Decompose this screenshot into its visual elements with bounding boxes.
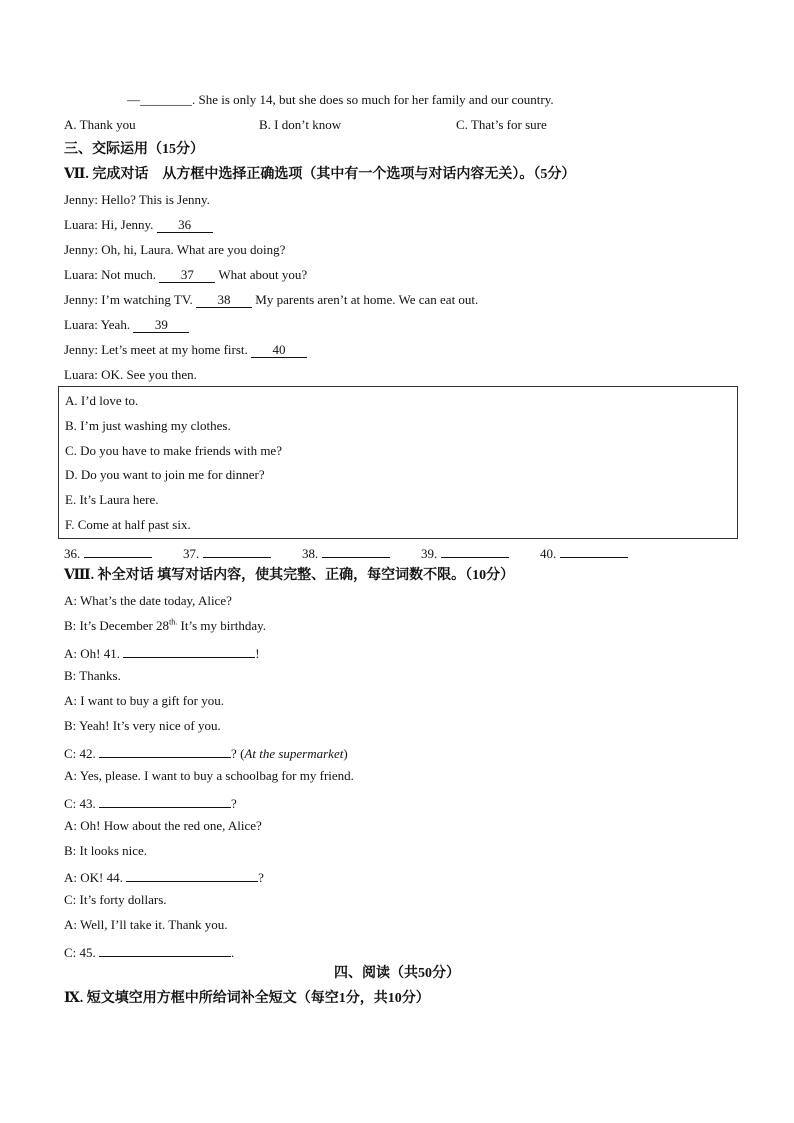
dialogue-line: C: It’s forty dollars. [64,892,167,907]
dialogue-line: A: Yes, please. I want to buy a schoolbag for my friend. [64,768,354,783]
blank-44[interactable] [126,867,258,882]
dialogue-line: Jenny: Hello? This is Jenny. [64,192,210,207]
part-8-title: Ⅷ. 补全对话 填写对话内容，使其完整、正确，每空词数不限。（10分） [64,568,515,583]
dialogue-line: B: Yeah! It’s very nice of you. [64,718,221,733]
dialogue-line: B: It looks nice. [64,843,148,858]
dialogue-line: A: Oh! 41. ! [64,643,260,662]
dialogue-line: C: 43. ? [64,793,237,812]
q35-option-c: C. That’s for sure [456,117,547,132]
dialogue-line: Luara: Not much. 37 What about you? [64,267,308,282]
choice-e: E. It’s Laura here. [65,492,159,507]
dialogue-line: Jenny: Let’s meet at my home first. 40 [64,342,307,358]
part-7-title: Ⅶ. 完成对话 从方框中选择正确选项（其中有一个选项与对话内容无关）。（5分） [64,167,576,182]
dialogue-line: A: OK! 44. ? [64,867,264,886]
dialogue-line: Jenny: I’m watching TV. 38 My parents aren’t at home. We can eat out. [64,292,479,307]
dialogue-line: B: Thanks. [64,668,121,683]
blank-42[interactable] [99,743,231,758]
blank-37[interactable]: 37 [159,268,215,283]
choice-a: A. I’d love to. [65,393,139,408]
dialogue-line: Luara: Yeah. 39 [64,317,189,333]
dialogue-line: Jenny: Oh, hi, Laura. What are you doing? [64,242,286,257]
answer-40[interactable]: 40. [540,543,628,562]
dialogue-line: Luara: OK. See you then. [64,367,197,382]
choices-box [58,386,738,539]
blank-36[interactable]: 36 [157,218,213,233]
choice-b: B. I’m just washing my clothes. [65,418,231,433]
answer-39[interactable]: 39. [421,543,509,562]
section-4-title: 四、阅读（共50分） [334,966,460,981]
q35-option-a: A. Thank you [64,117,136,132]
answer-38[interactable]: 38. [302,543,390,562]
dialogue-line: A: I want to buy a gift for you. [64,693,224,708]
blank-40[interactable]: 40 [251,343,307,358]
dialogue-line: C: 45. . [64,942,234,961]
part-9-title: Ⅸ. 短文填空用方框中所给词补全短文（每空1分，共10分） [64,991,430,1006]
choice-d: D. Do you want to join me for dinner? [65,467,265,482]
blank-43[interactable] [99,793,231,808]
dialogue-line: C: 42. ? (At the supermarket) [64,743,348,762]
blank-45[interactable] [99,942,231,957]
blank-39[interactable]: 39 [133,318,189,333]
dialogue-line: Luara: Hi, Jenny. 36 [64,217,213,233]
dialogue-line: B: It’s December $28^{th.}$ It’s my birthday. [64,617,266,633]
blank-41[interactable] [123,643,255,658]
answer-36[interactable]: 36. [64,543,152,562]
dialogue-line: A: What’s the date today, Alice? [64,593,232,608]
blank-38[interactable]: 38 [196,293,252,308]
q35-option-b: B. I don’t know [259,117,342,132]
dialogue-line: A: Well, I’ll take it. Thank you. [64,917,228,932]
choice-f: F. Come at half past six. [65,517,191,532]
answer-37[interactable]: 37. [183,543,271,562]
choice-c: C. Do you have to make friends with me? [65,443,282,458]
question-35-stem: —________. She is only 14, but she does so much for her family and our country. [127,92,554,107]
section-3-title: 三、交际运用（15分） [64,142,204,157]
dialogue-line: A: Oh! How about the red one, Alice? [64,818,262,833]
